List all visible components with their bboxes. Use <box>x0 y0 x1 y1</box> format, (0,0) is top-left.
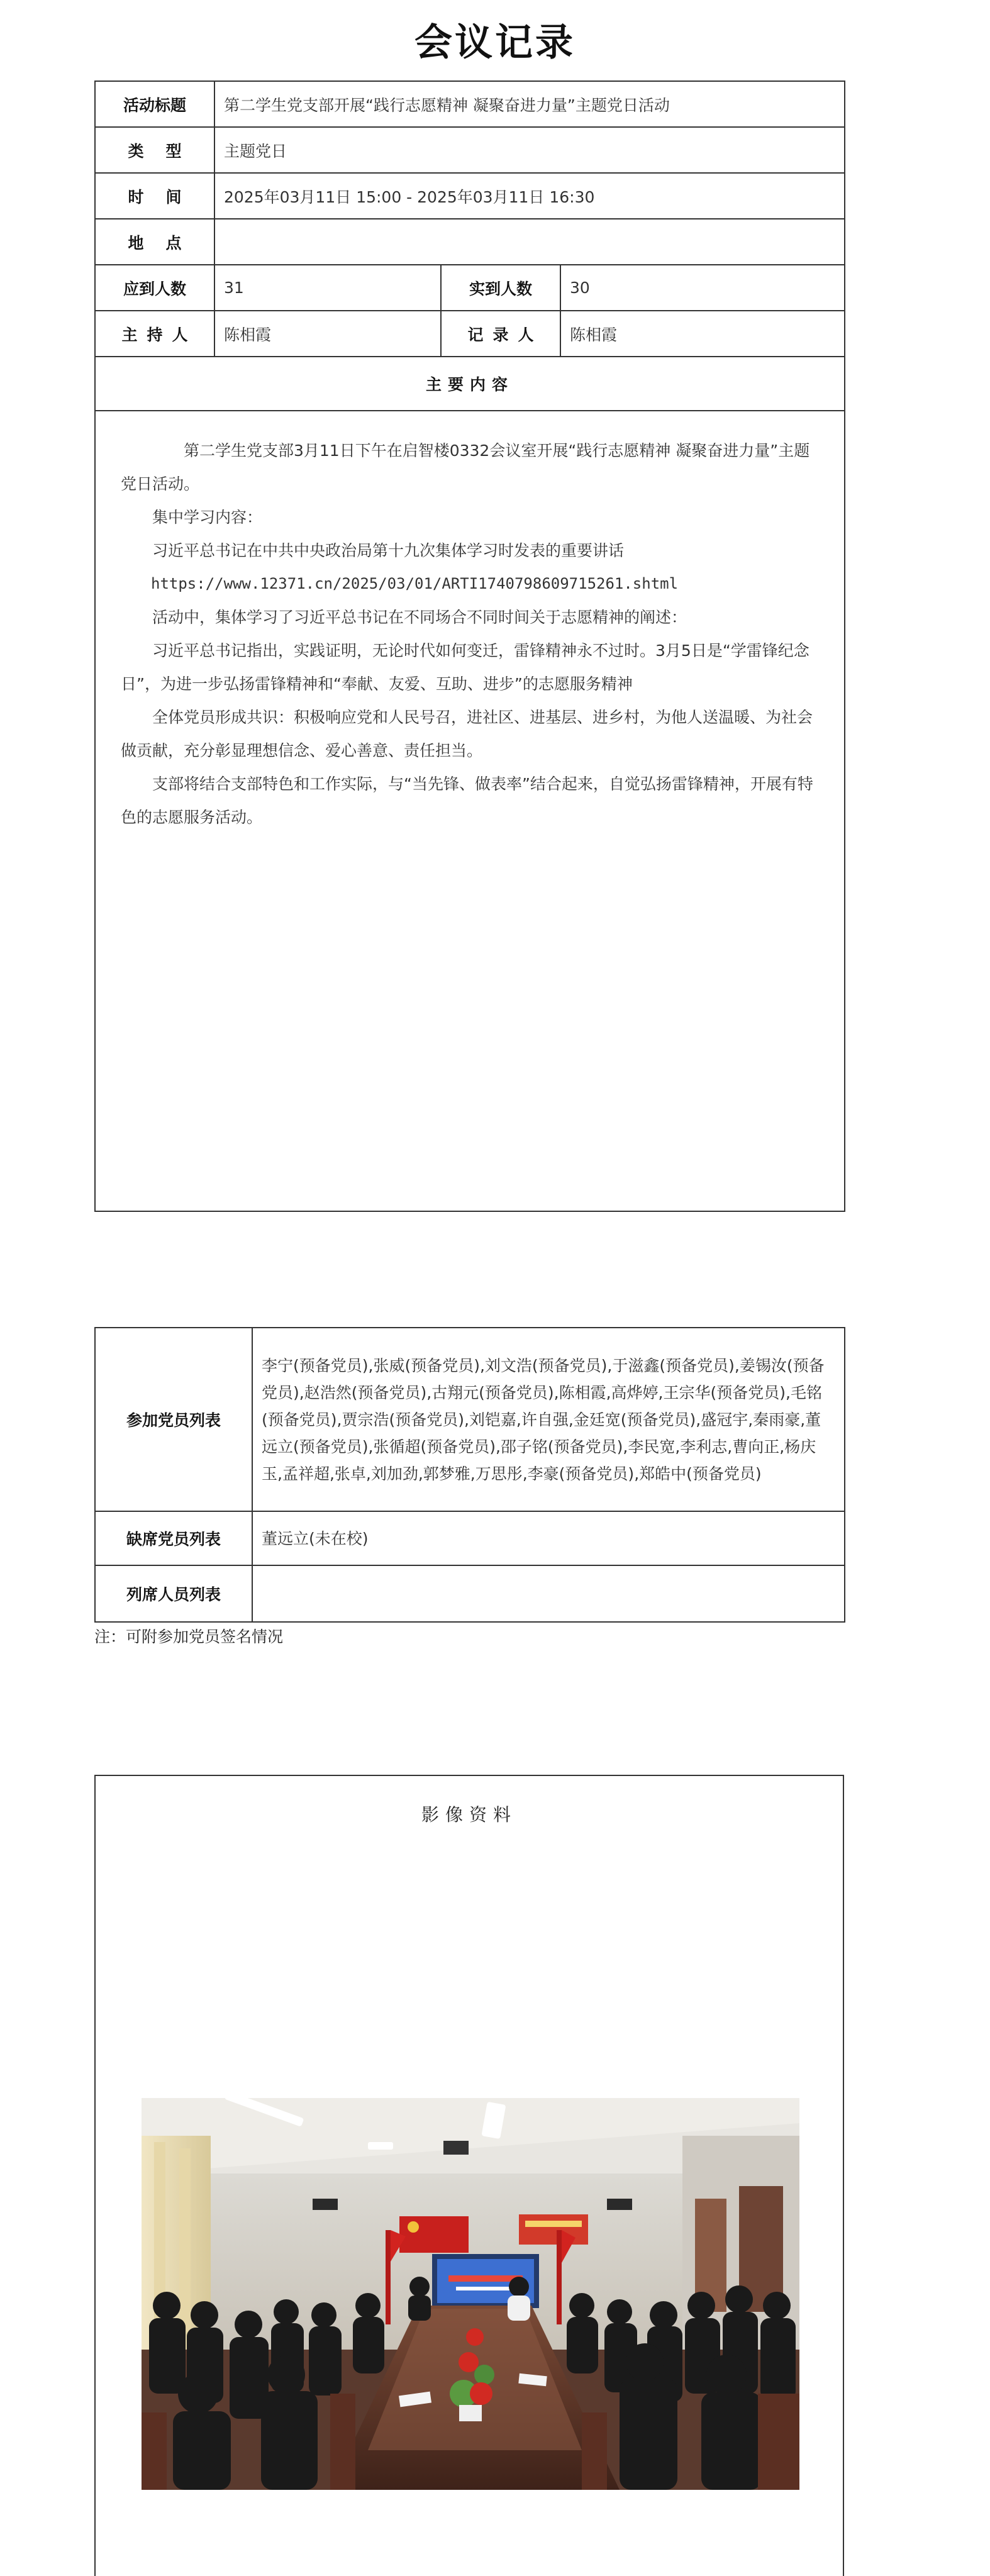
signature-note: 注：可附参加党员签名情况 <box>94 1628 284 1646</box>
actual-label: 实到人数 <box>441 265 560 311</box>
expected-label: 应到人数 <box>95 265 214 311</box>
row-main-content-header <box>95 357 845 411</box>
main-content-heading: 主要内容 <box>95 357 845 411</box>
activity-title-value: 第二学生党支部开展“践行志愿精神 凝聚奋进力量”主题党日活动 <box>214 81 845 127</box>
place-value <box>214 219 845 265</box>
row-host <box>95 311 845 357</box>
recorder-value: 陈相霞 <box>560 311 845 357</box>
content-link[interactable]: https://www.12371.cn/2025/03/01/ARTI1740798609715261.shtml <box>151 575 679 592</box>
activity-title-label: 活动标题 <box>95 81 214 127</box>
row-absent <box>95 1511 845 1565</box>
recorder-label: 记录人 <box>441 311 560 357</box>
content-paragraph: 支部将结合支部特色和工作实际，与“当先锋、做表率”结合起来，自觉弘扬雷锋精神，开展有特色的志愿服务活动。 <box>121 775 813 826</box>
content-paragraph: 习近平总书记在中共中央政治局第十九次集体学习时发表的重要讲话 <box>152 541 625 560</box>
actual-value: 30 <box>560 265 845 311</box>
content-paragraph: 习近平总书记指出，实践证明，无论时代如何变迁，雷锋精神永不过时。3月5日是“学雷锋纪念日”，为进一步弘扬雷锋精神和“奉献、友爱、互助、进步”的志愿服务精神 <box>121 641 809 693</box>
row-main-content <box>95 411 845 1211</box>
row-headcount <box>95 265 845 311</box>
absent-label: 缺席党员列表 <box>95 1511 252 1565</box>
content-paragraph: 第二学生党支部3月11日下午在启智楼0332会议室开展“践行志愿精神 凝聚奋进力量”主题党日活动。 <box>121 441 810 493</box>
row-members <box>95 1328 845 1511</box>
row-observers <box>95 1565 845 1622</box>
meeting-photo <box>142 2098 799 2490</box>
observers-label: 列席人员列表 <box>95 1565 252 1622</box>
meeting-photo-icon <box>142 2098 799 2490</box>
content-paragraph: 全体党员形成共识：积极响应党和人民号召，进社区、进基层、进乡村，为他人送温暖、为社会做贡献，充分彰显理想信念、爱心善意、责任担当。 <box>121 708 813 760</box>
meeting-form <box>94 80 845 1212</box>
absent-value: 董远立(未在校) <box>252 1511 845 1565</box>
type-label: 类型 <box>95 127 214 173</box>
members-value: 李宁(预备党员),张威(预备党员),刘文浩(预备党员),于滋鑫(预备党员),姜锡汝(预备党员),赵浩然(预备党员),古翔元(预备党员),陈相霞,高烨婷,王宗华(预备党员),毛铭(预备党员),贾宗浩(预备党员),刘铠嘉,许自强,金廷宽(预备党员),盛冠宇,秦雨豪,董远立(预备党员),张循超(预备党员),邵子铭(预备党员),李民宽,李利志,曹向正,杨庆玉,孟祥超,张卓,刘加劲,郭梦雅,万思彤,李豪(预备党员),郑皓中(预备党员) <box>252 1328 845 1511</box>
row-activity-title <box>95 81 845 127</box>
type-value: 主题党日 <box>214 127 845 173</box>
expected-value: 31 <box>214 265 441 311</box>
media-title: 影像资料 <box>421 1804 517 1825</box>
content-paragraph: 活动中，集体学习了习近平总书记在不同场合不同时间关于志愿精神的阐述： <box>152 608 687 626</box>
row-time <box>95 173 845 219</box>
attendance-table <box>94 1327 845 1623</box>
host-label: 主持人 <box>95 311 214 357</box>
members-label: 参加党员列表 <box>95 1328 252 1511</box>
page-title: 会议记录 <box>414 21 576 65</box>
place-label: 地点 <box>95 219 214 265</box>
time-label: 时间 <box>95 173 214 219</box>
time-value: 2025年03月11日 15:00 - 2025年03月11日 16:30 <box>214 173 845 219</box>
main-content-body <box>95 411 845 1211</box>
host-value: 陈相霞 <box>214 311 441 357</box>
row-type <box>95 127 845 173</box>
observers-value <box>252 1565 845 1622</box>
content-paragraph: 集中学习内容： <box>152 508 263 526</box>
media-section <box>94 1775 844 2576</box>
row-place <box>95 219 845 265</box>
